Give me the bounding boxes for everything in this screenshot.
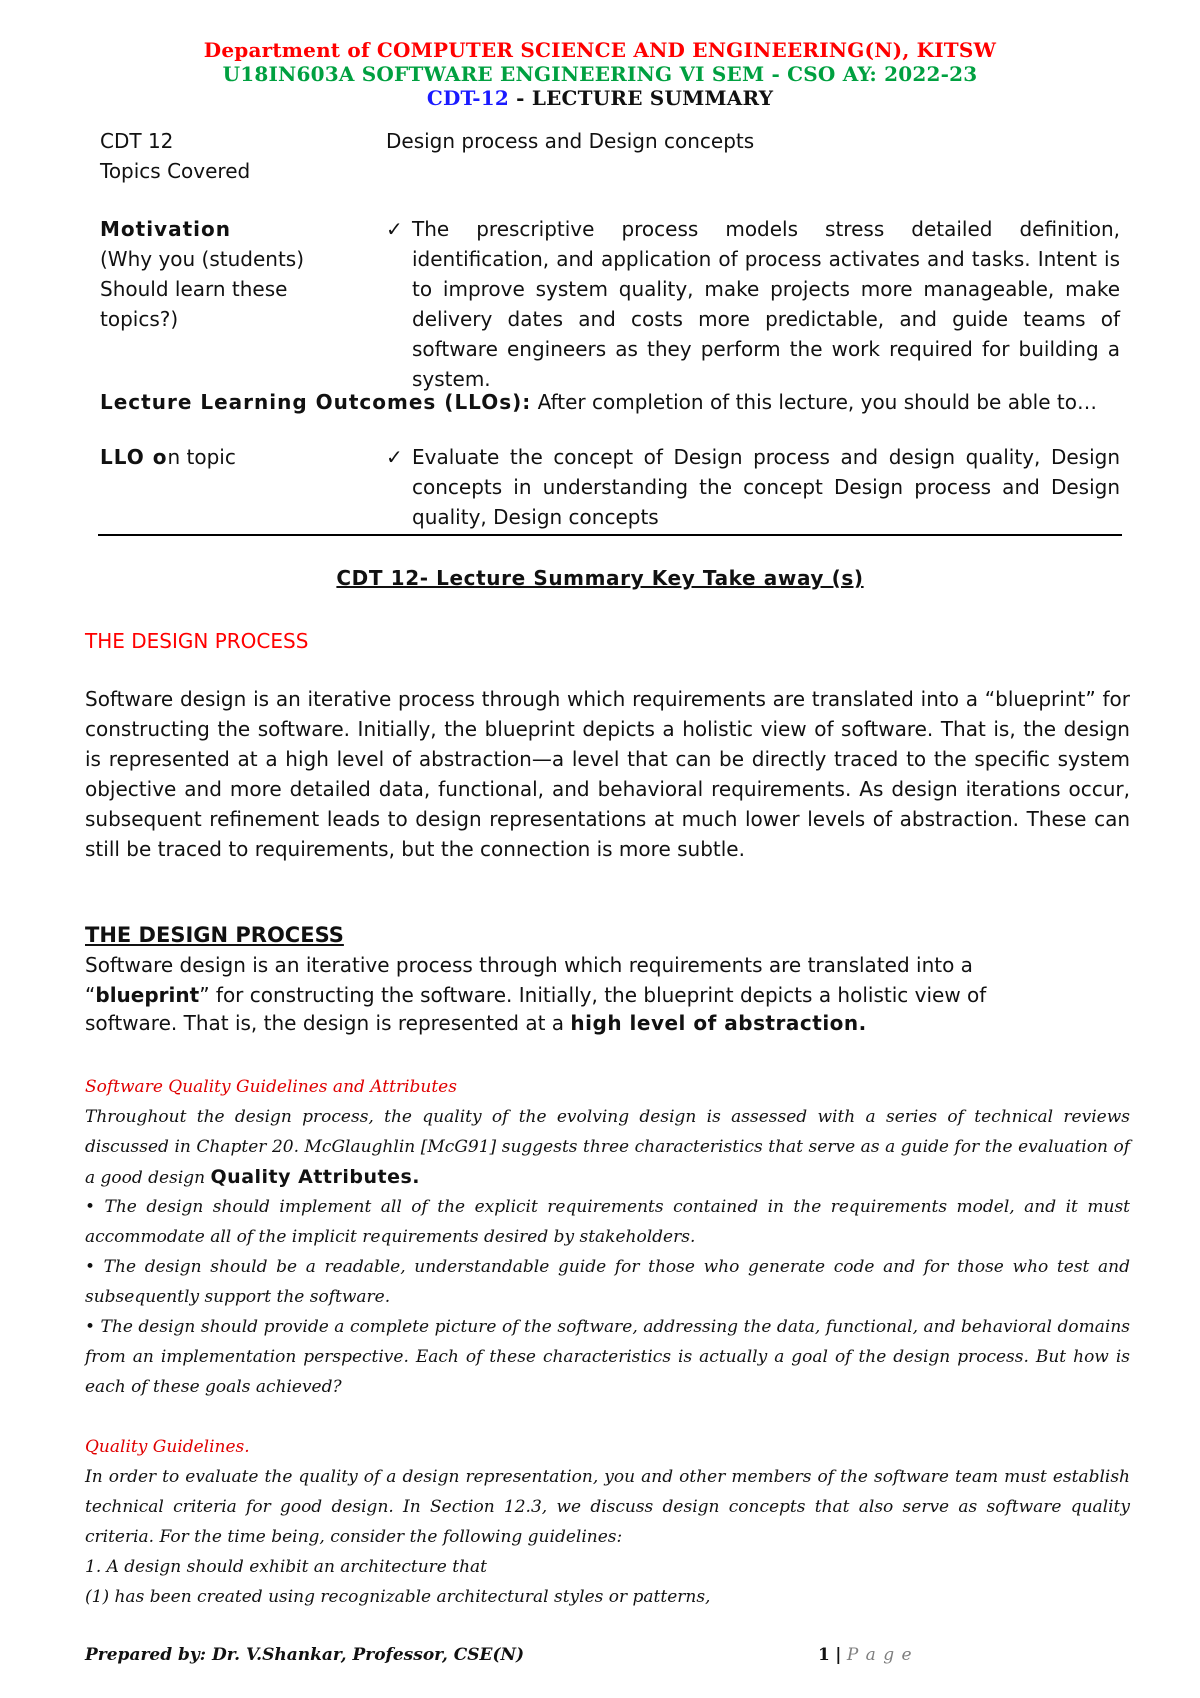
page-word: P a g e [846, 1645, 913, 1665]
page-separator: | [835, 1645, 842, 1665]
guideline-item-1: 1. A design should exhibit an architecture that [85, 1557, 487, 1577]
abstraction-term: high level of abstraction. [570, 1011, 867, 1035]
section2-line-3 [85, 1008, 867, 1038]
guideline-item-1-sub: (1) has been created using recognizable architectural styles or patterns, [85, 1587, 711, 1607]
quality-bullet-3: • The design should provide a complete picture of the software, addressing the data, functional, and behavioral domains from an implementation perspective. Each of these characteristics is actually a goal of the design process. But how is each of these goals achieved? [85, 1317, 1130, 1397]
summary-title: CDT 12- Lecture Summary Key Take away (s) [336, 566, 864, 590]
section2-line-2-rest: ” for constructing the software. Initially, the blueprint depicts a holistic view of [199, 983, 987, 1007]
section2-line-1: Software design is an iterative process through which requirements are translated into a [85, 953, 973, 977]
section2-title: THE DESIGN PROCESS [85, 923, 344, 947]
llo-label-bold: LLO o [100, 445, 168, 469]
quality-attributes-paragraph [85, 1102, 1130, 1193]
llo-label [100, 442, 236, 472]
motivation-label: Motivation [100, 217, 231, 241]
cdt-suffix: - LECTURE SUMMARY [509, 86, 774, 110]
page-number: 1 [818, 1645, 830, 1665]
llo-intro [100, 388, 1120, 416]
quality-guidelines-heading: Quality Guidelines. [85, 1437, 250, 1457]
section1-paragraph: Software design is an iterative process through which requirements are translated into a “blueprint” for constructing the software. Initially, the blueprint depicts a holistic view of software. That is, the design is represented at a high level of abstraction—a level that can be directly traced to the specific system objective and more detailed data, functional, and behavioral requirements. As design iterations occur, subsequent refinement leads to design representations at much lower levels of abstraction. These can still be traced to requirements, but the connection is more subtle. [85, 687, 1130, 861]
quality-attributes-term: Quality Attributes. [210, 1166, 421, 1188]
footer-page-number [818, 1640, 913, 1670]
section2-line-3-text: software. That is, the design is represented at a [85, 1011, 571, 1035]
footer-prepared-by: Prepared by: Dr. V.Shankar, Professor, CSE(N) [85, 1645, 525, 1665]
llo-intro-text: After completion of this lecture, you should be able to… [531, 390, 1097, 414]
quote-open: “ [85, 983, 96, 1007]
motivation-text: The prescriptive process models stress detailed definition, identification, and application of process activates and tasks. Intent is to improve system quality, make projects more manageable, make delivery dates and costs more predictable, and guide teams of software engineers as they perform the work required for building a system. [412, 217, 1120, 391]
cdt-code: CDT-12 [426, 86, 509, 110]
quality-bullet-1: • The design should implement all of the explicit requirements contained in the requirements model, and it must accommodate all of the implicit requirements desired by stakeholders. [85, 1197, 1130, 1247]
check-icon: ✓ [386, 217, 403, 241]
quality-guidelines-paragraph: In order to evaluate the quality of a design representation, you and other members of the software team must establish technical criteria for good design. In Section 12.3, we discuss design concepts that also serve as software quality criteria. For the time being, consider the following guidelines: [85, 1467, 1130, 1547]
check-icon: ✓ [386, 445, 403, 469]
llo-text: Evaluate the concept of Design process and design quality, Design concepts in understanding the concept Design process and Design quality, Design concepts [412, 445, 1120, 529]
section1-title: THE DESIGN PROCESS [85, 629, 309, 653]
motivation-sub-3: topics?) [100, 307, 179, 331]
cdt-title [0, 86, 1200, 110]
section2-line-2 [85, 980, 986, 1010]
topics-value: Design process and Design concepts [386, 129, 755, 153]
course-title: U18IN603A SOFTWARE ENGINEERING VI SEM - CSO AY: 2022-23 [222, 62, 978, 86]
llo-item [386, 442, 1120, 532]
quality-attributes-text: Throughout the design process, the quality of the evolving design is assessed with a series of technical reviews discussed in Chapter 20. McGlaughlin [McG91] suggests three characteristics that serve as a guide for the evaluation of a good design [85, 1107, 1130, 1188]
motivation-sub-2: Should learn these [100, 277, 288, 301]
department-title: Department of COMPUTER SCIENCE AND ENGINEERING(N), KITSW [203, 38, 997, 62]
llo-heading: Lecture Learning Outcomes (LLOs): [100, 390, 532, 414]
cdt-label: CDT 12 [100, 129, 174, 153]
motivation-sub-1: (Why you (students) [100, 247, 305, 271]
quality-attributes-heading: Software Quality Guidelines and Attributes [85, 1077, 457, 1097]
topics-label: Topics Covered [100, 159, 251, 183]
quality-bullet-2: • The design should be a readable, understandable guide for those who generate code and for those who test and subsequently support the software. [85, 1257, 1130, 1307]
table-divider [98, 534, 1122, 536]
motivation-item [386, 214, 1120, 394]
blueprint-term: blueprint [95, 983, 200, 1007]
llo-label-rest: n topic [167, 445, 236, 469]
